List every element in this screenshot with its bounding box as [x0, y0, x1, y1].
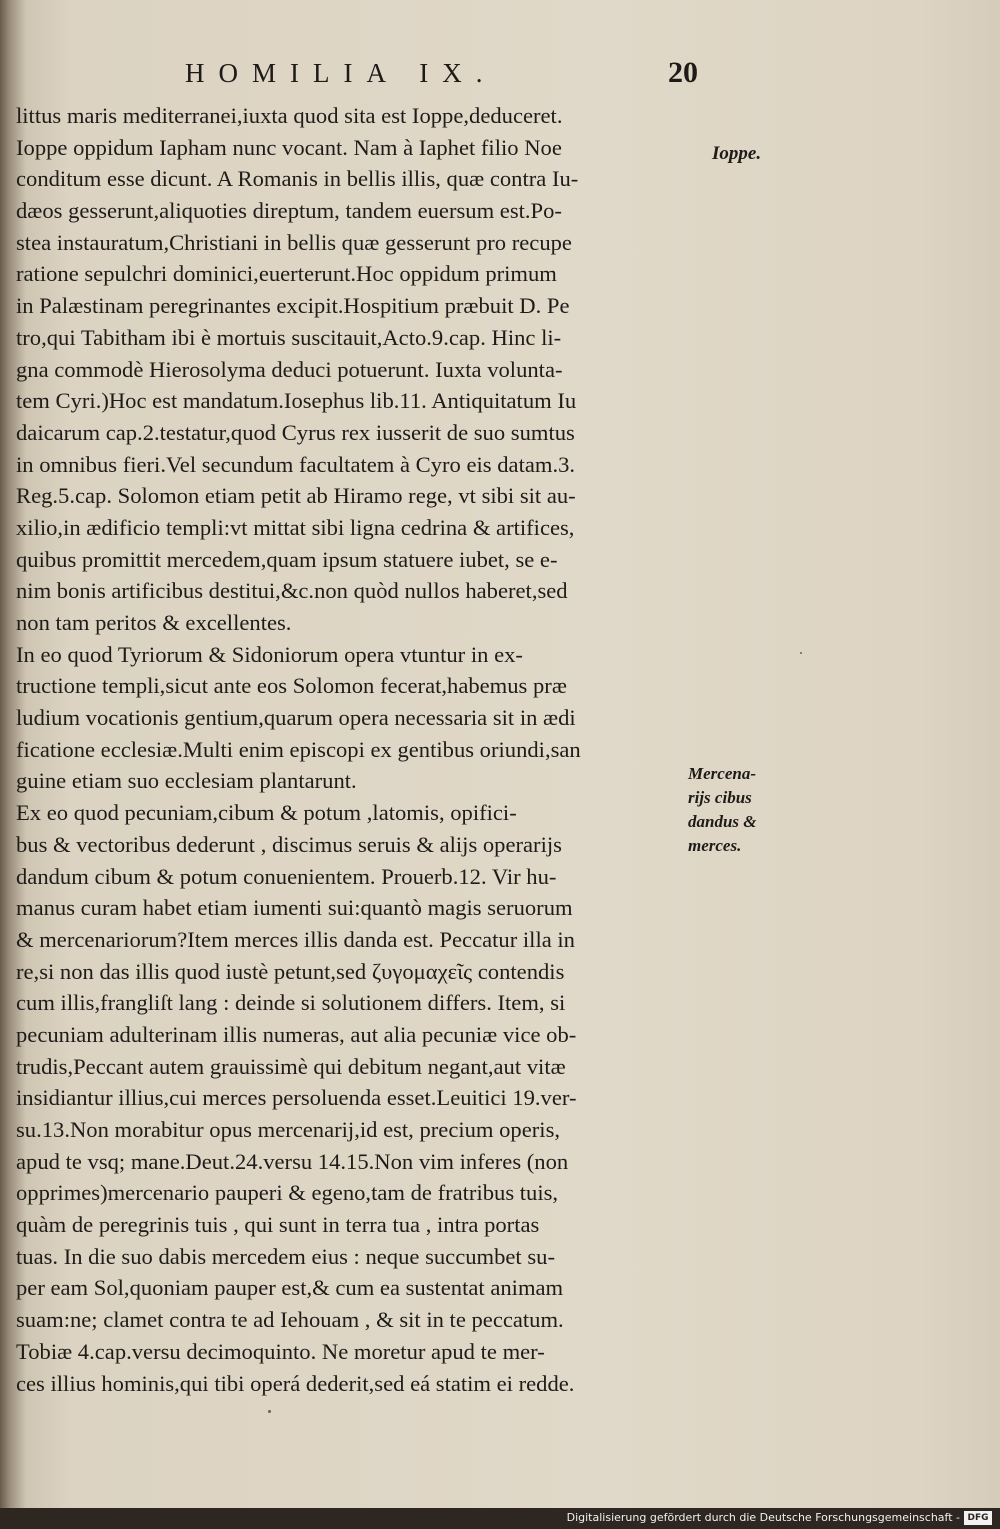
margin-note-ioppe: Ioppe. — [712, 143, 762, 164]
text-line: Reg.5.cap. Solomon etiam petit ab Hiramo rege, vt sibi sit au- — [16, 483, 576, 509]
text-line: pecuniam adulterinam illis numeras, aut alia pecuniæ vice ob- — [16, 1021, 577, 1047]
text-line: nim bonis artificibus destitui,&c.non quòd nullos haberet,sed — [16, 578, 568, 604]
body-text — [16, 100, 706, 1399]
text-line: bus & vectoribus dederunt , discimus seruis & alijs operarijs — [16, 831, 562, 857]
text-line: tructione templi,sicut ante eos Solomon fecerat,habemus præ — [16, 673, 567, 699]
text-line: ces illius hominis,qui tibi operá dederit,sed eá statim ei redde. — [16, 1370, 575, 1396]
dfg-logo: DFG — [964, 1511, 992, 1525]
text-line: trudis,Peccant autem grauissimè qui debitum negant,aut vitæ — [16, 1053, 566, 1079]
text-line: manus curam habet etiam iumenti sui:quantò magis seruorum — [16, 895, 573, 921]
text-line: in omnibus fieri.Vel secundum facultatem à Cyro eis datam.3. — [16, 451, 576, 477]
text-line: quibus promittit mercedem,quam ipsum statuere iubet, se e- — [16, 546, 558, 572]
text-line: dæos gesserunt,aliquoties direptum, tandem euersum est.Po- — [16, 198, 562, 224]
running-title: HOMILIA IX. — [185, 58, 497, 88]
text-line: insidiantur illius,cui merces persoluenda esset.Leuitici 19.ver- — [16, 1085, 577, 1111]
text-line: dandum cibum & potum conuenientem. Prouerb.12. Vir hu- — [16, 863, 557, 889]
margin-note-line: rijs cibus — [688, 788, 752, 807]
text-line: opprimes)mercenario pauperi & egeno,tam de fratribus tuis, — [16, 1180, 559, 1206]
text-line: ficatione ecclesiæ.Multi enim episcopi ex gentibus oriundi,san — [16, 736, 581, 762]
text-line: guine etiam suo ecclesiam plantarunt. — [16, 768, 357, 794]
text-line: su.13.Non morabitur opus mercenarij,id est, precium operis, — [16, 1117, 561, 1142]
text-line: conditum esse dicunt. A Romanis in bellis illis, quæ contra Iu- — [16, 166, 579, 192]
text-line: re,si non das illis quod iustè petunt,sed ζυγομαχεῖς contendis — [16, 958, 565, 984]
text-line: gna commodè Hierosolyma deduci potuerunt. Iuxta volunta- — [16, 356, 563, 382]
text-line: quàm de peregrinis tuis , qui sunt in terra tua , intra portas — [16, 1212, 540, 1238]
paper-speck — [800, 652, 802, 654]
footer-bar — [0, 1508, 1000, 1529]
text-line: Tobiæ 4.cap.versu decimoquinto. Ne moretur apud te mer- — [16, 1338, 545, 1364]
text-line: per eam Sol,quoniam pauper est,& cum ea sustentat animam — [16, 1275, 564, 1301]
digitization-note: Digitalisierung gefördert durch die Deutsche Forschungsgemeinschaft - — [566, 1511, 960, 1524]
text-line: in Palæstinam peregrinantes excipit.Hospitium præbuit D. Pe — [16, 293, 570, 319]
text-line: tro,qui Tabitham ibi è mortuis suscitauit,Acto.9.cap. Hinc li- — [16, 324, 562, 350]
text-line: littus maris mediterranei,iuxta quod sita est Ioppe,deduceret. — [16, 103, 563, 128]
text-line: stea instauratum,Christiani in bellis quæ gesserunt pro recupe — [16, 229, 572, 255]
margin-note-line: dandus & — [688, 812, 757, 831]
page-number: 20 — [668, 56, 698, 89]
text-line: xilio,in ædificio templi:vt mittat sibi ligna cedrina & artifices, — [16, 514, 575, 540]
text-line: ratione sepulchri dominici,euerterunt.Hoc oppidum primum — [16, 261, 557, 287]
paper-speck — [268, 1410, 271, 1413]
text-line: & mercenariorum?Item merces illis danda est. Peccatur illa in — [16, 926, 575, 952]
text-line: tuas. In die suo dabis mercedem eius : neque succumbet su- — [16, 1243, 555, 1269]
margin-note-line: Mercena- — [688, 764, 756, 783]
text-line: Ex eo quod pecuniam,cibum & potum ,latomis, opifici- — [16, 800, 517, 826]
text-line: daicarum cap.2.testatur,quod Cyrus rex iusserit de suo sumtus — [16, 419, 575, 445]
text-line: cum illis,frangliſt lang : deinde si solutionem differs. Item, si — [16, 990, 566, 1016]
text-line: In eo quod Tyriorum & Sidoniorum opera vtuntur in ex- — [16, 641, 523, 667]
text-line: tem Cyri.)Hoc est mandatum.Iosephus lib.11. Antiquitatum Iu — [16, 388, 577, 414]
text-line: suam:ne; clamet contra te ad Iehouam , & sit in te peccatum. — [16, 1307, 564, 1333]
text-line: apud te vsq; mane.Deut.24.versu 14.15.Non vim inferes (non — [16, 1148, 569, 1174]
text-line: Ioppe oppidum Iapham nunc vocant. Nam à Iaphet filio Noe — [16, 134, 562, 160]
margin-note-mercenarijs — [688, 762, 757, 858]
text-line: ludium vocationis gentium,quarum opera necessaria sit in ædi — [16, 705, 576, 731]
margin-note-line: merces. — [688, 836, 742, 855]
text-line: non tam peritos & excellentes. — [16, 610, 292, 635]
